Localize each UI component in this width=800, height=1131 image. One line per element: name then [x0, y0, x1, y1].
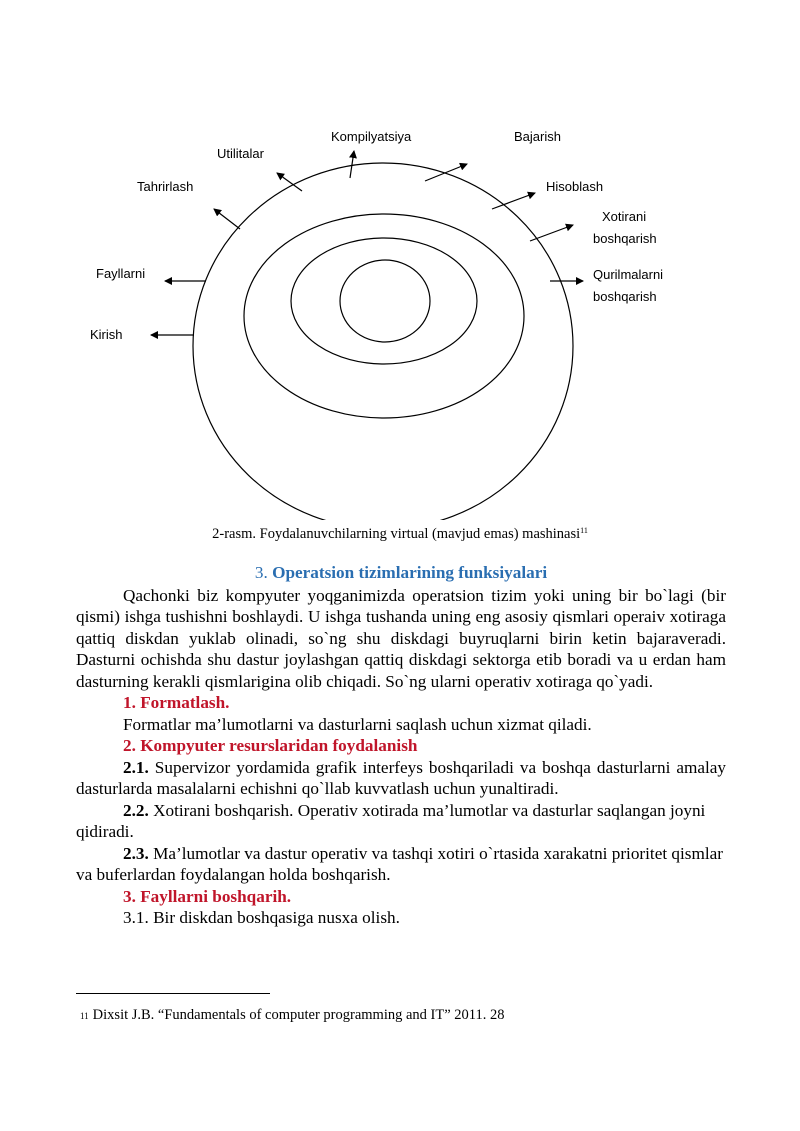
arrow-kompilyatsiya	[350, 151, 354, 178]
section-heading	[76, 562, 726, 584]
paragraph-3-1: 3.1. Bir diskdan boshqasiga nusxa olish.	[123, 908, 400, 927]
label-kompilyatsiya: Kompilyatsiya	[331, 129, 412, 144]
arrow-xotirani	[530, 225, 573, 241]
subheading-resurslar: 2. Kompyuter resurslaridan foydalanish	[123, 736, 418, 755]
arrow-tahrirlash	[214, 209, 240, 229]
section-number: 3.	[254, 563, 268, 582]
figure-caption	[0, 522, 800, 543]
middle-circle	[244, 214, 524, 418]
label-qurilmalarni-line1: Qurilmalarni	[593, 267, 664, 282]
label-xotirani-line2: boshqarish	[593, 231, 657, 246]
footnote-divider	[76, 993, 270, 994]
footnote-text: Dixsit J.B. “Fundamentals of computer programming and IT” 2011. 28	[92, 1007, 505, 1023]
subheading-fayllar: 3. Fayllarni boshqarih.	[123, 886, 292, 906]
label-fayllarni: Fayllarni	[96, 266, 146, 281]
label-kirish: Kirish	[90, 327, 123, 342]
label-tahrirlash: Tahrirlash	[137, 179, 194, 194]
virtual-machine-diagram	[0, 0, 800, 520]
footnote	[80, 1006, 505, 1025]
inner-circle	[291, 238, 477, 364]
label-hisoblash: Hisoblash	[546, 179, 604, 194]
text-2-1: Supervizor yordamida grafik interfeys boshqariladi va boshqa dasturlarni amalay dasturlarda masalalarni echishni qo`llab kuvvatlash uchun yunaltiradi.	[76, 757, 726, 798]
label-xotirani-line1: Xotirani	[602, 209, 647, 224]
intro-paragraph: Qachonki biz kompyuter yoqganimizda operatsion tizim yoki uning bir bo`lagi (bir qismi) ishga tushishni boshlaydi. U ishga tushanda uning eng asosiy qismlari operaiv xotiraga qattiq diskdan yuklab olinadi, so`ng shu diskdagi buyruqlarni birin ketin bajaraveradi. Dasturni ochishda shu dastur joylashgan qattiq diskdagi sektorga etib boradi va u erdan ham dasturning kerakli qismlarigina olib chiqadi. So`ng ularni operativ xotiraga qo`yadi.	[76, 585, 726, 691]
figure-caption-text: 2-rasm. Foydalanuvchilarning virtual (mavjud emas) mashinasi	[212, 526, 581, 542]
paragraph-2-1	[76, 757, 726, 800]
core-circle	[340, 260, 430, 342]
paragraph-2-2	[76, 800, 726, 843]
number-2-2: 2.2.	[123, 800, 149, 820]
label-bajarish: Bajarish	[514, 129, 561, 144]
text-2-3: Ma’lumotlar va dastur operativ va tashqi xotiri o`rtasida xarakatni prioritet qismlar va buferlardan foydalangan holda boshqarish.	[76, 843, 723, 884]
label-utilitalar: Utilitalar	[217, 146, 264, 161]
footnote-number: 11	[80, 1011, 89, 1021]
paragraph-formatlash: Formatlar ma’lumotlarni va dasturlarni saqlash uchun xizmat qiladi.	[123, 714, 592, 734]
diagram-graphic	[0, 0, 800, 520]
paragraph-2-3	[76, 843, 726, 886]
section-body	[76, 562, 726, 929]
text-2-2: Xotirani boshqarish. Operativ xotirada ma’lumotlar va dasturlar saqlangan joyni qidiradi.	[76, 800, 706, 841]
subheading-formatlash: 1. Formatlash.	[123, 693, 230, 712]
label-qurilmalarni-line2: boshqarish	[593, 289, 657, 304]
section-title: Operatsion tizimlarining funksiyalari	[272, 563, 548, 582]
number-2-3: 2.3.	[123, 843, 149, 863]
footnote-ref[interactable]: 11	[580, 526, 588, 535]
number-2-1: 2.1.	[123, 757, 149, 777]
